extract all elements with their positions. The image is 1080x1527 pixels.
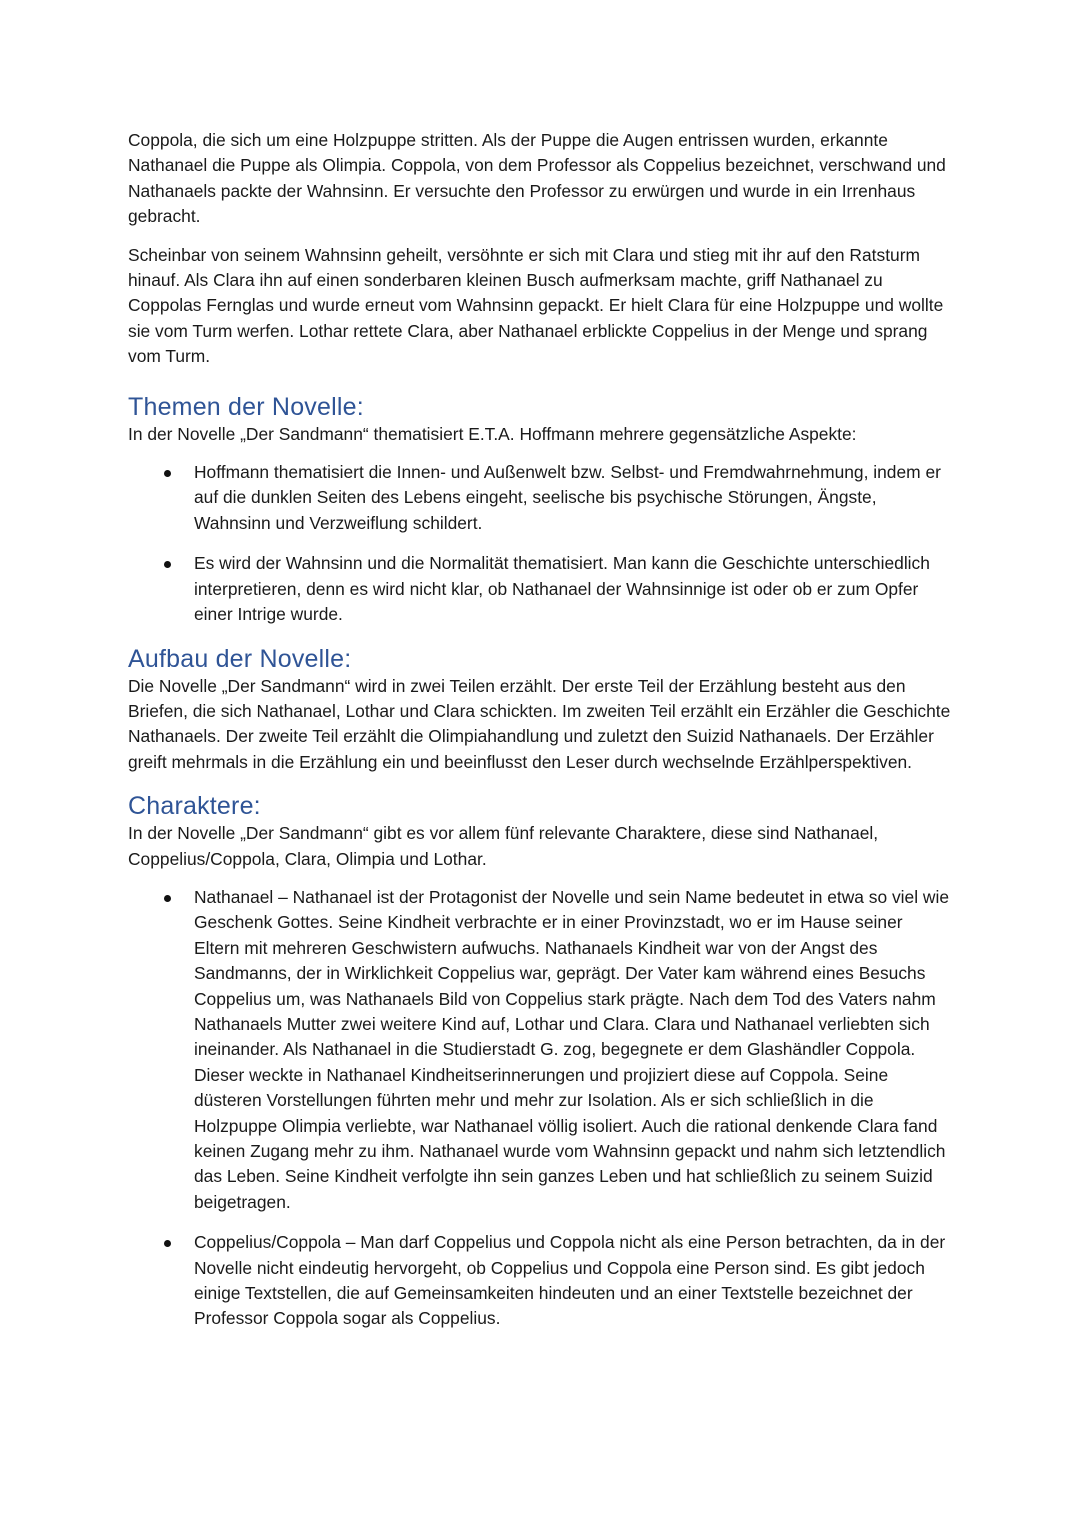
heading-charaktere: Charaktere: (128, 792, 261, 821)
bullet-icon (164, 561, 171, 568)
heading-themen: Themen der Novelle: (128, 392, 364, 421)
intro-paragraph-2: Scheinbar von seinem Wahnsinn geheilt, versöhnte er sich mit Clara und stieg mit ihr auf den Ratsturm hinauf. Als Clara ihn auf einen sonderbaren kleinen Busch aufmerksam machte, griff Nathanael zu Coppolas Fernglas und wurde erneut vom Wahnsinn gepackt. Er hielt Clara für eine Holzpuppe und wollte sie vom Turm werfen. Lothar rettete Clara, aber Nathanael erblickte Coppelius in der Menge und sprang vom Turm. (128, 244, 944, 367)
list-item (128, 885, 952, 1215)
list-item-text: Nathanael – Nathanael ist der Protagonist der Novelle und sein Name bedeutet in etwa so viel wie Geschenk Gottes. Seine Kindheit verbrachte er in einer Provinzstadt, wo er im Hause seiner Eltern mit mehreren Geschwistern aufwuchs. Nathanaels Kindheit war von der Angst des Sandmanns, der in Wirklichkeit Coppelius war, geprägt. Der Vater kam während eines Besuchs Coppelius um, was Nathanaels Bild von Coppelius stark prägte. Nach dem Tod des Vaters nahm Nathanaels Mutter zwei weitere Kind auf, Lothar und Clara. Clara und Nathanael verliebten sich ineinander. Als Nathanael in die Studierstadt G. zog, begegnete er dem Glashändler Coppola. Dieser weckte in Nathanael Kindheitserinnerungen und projiziert diese auf Coppola. Seine düsteren Vorstellungen führten mehr und mehr zur Isolation. Als er sich schließlich in die Holzpuppe Olimpia verliebte, war Nathanael völlig isoliert. Auch die rational denkende Clara fand keinen Zugang mehr zu ihm. Nathanael wurde vom Wahnsinn gepackt und nahm sich letztendlich das Leben. Seine Kindheit verfolgte ihn sein ganzes Leben und hat schließlich zu seinem Suizid beigetragen. (194, 886, 950, 1212)
list-item-text: Hoffmann thematisiert die Innen- und Außenwelt bzw. Selbst- und Fremdwahrnehmung, indem er auf die dunklen Seiten des Lebens eingeht, seelische bis psychische Störungen, Ängste, Wahnsinn und Verzweiflung schildert. (194, 462, 941, 533)
list-item (128, 460, 952, 536)
heading-aufbau: Aufbau der Novelle: (128, 644, 352, 673)
bullet-icon (164, 895, 171, 902)
bullet-icon (164, 470, 171, 477)
themen-list (128, 460, 952, 627)
list-item (128, 1230, 952, 1332)
intro-paragraph-1: Coppola, die sich um eine Holzpuppe stritten. Als der Puppe die Augen entrissen wurden, erkannte Nathanael die Puppe als Olimpia. Coppola, von dem Professor als Coppelius bezeichnet, verschwand und Nathanaels packte der Wahnsinn. Er versuchte den Professor zu erwürgen und wurde in ein Irrenhaus gebracht. (128, 130, 946, 227)
themen-lead: In der Novelle „Der Sandmann“ thematisiert E.T.A. Hoffmann mehrere gegensätzliche Aspekte: (128, 423, 857, 444)
charaktere-list (128, 885, 952, 1332)
charaktere-lead: In der Novelle „Der Sandmann“ gibt es vor allem fünf relevante Charaktere, diese sind Nathanael, Coppelius/Coppola, Clara, Olimpia und Lothar. (128, 823, 879, 869)
document-page (128, 128, 952, 1332)
bullet-icon (164, 1240, 171, 1247)
list-item (128, 551, 952, 627)
list-item-text: Coppelius/Coppola – Man darf Coppelius und Coppola nicht als eine Person betrachten, da in der Novelle nicht eindeutig hervorgeht, ob Coppelius und Coppola eine Person sind. Es gibt jedoch einige Textstellen, die auf Gemeinsamkeiten hindeuten und an einer Textstelle bezeichnet der Professor Coppola sogar als Coppelius. (194, 1232, 946, 1329)
list-item-text: Es wird der Wahnsinn und die Normalität thematisiert. Man kann die Geschichte unterschiedlich interpretieren, denn es wird nicht klar, ob Nathanael der Wahnsinnige ist oder ob er zum Opfer einer Intrige wurde. (194, 553, 930, 625)
aufbau-text: Die Novelle „Der Sandmann“ wird in zwei Teilen erzählt. Der erste Teil der Erzählung besteht aus den Briefen, die sich Nathanael, Lothar und Clara schickten. Im zweiten Teil erzählt ein Erzähler die Geschichte Nathanaels. Der zweite Teil erzählt die Olimpiahandlung und zuletzt den Suizid Nathanaels. Der Erzähler greift mehrmals in die Erzählung ein und beeinflusst den Leser durch wechselnde Erzählperspektiven. (128, 675, 951, 772)
